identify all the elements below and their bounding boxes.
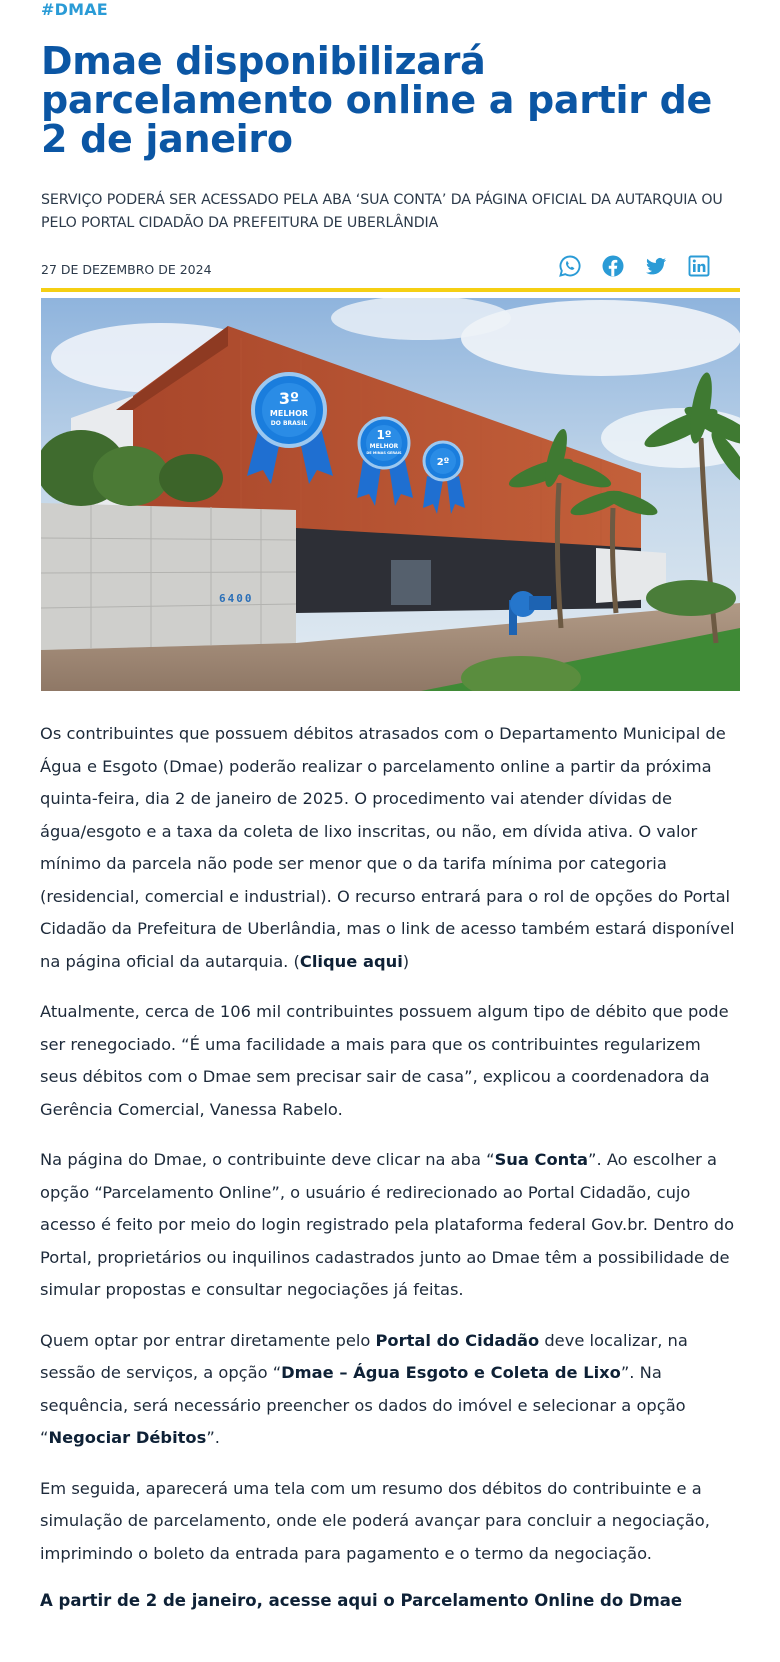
twitter-icon: [644, 254, 668, 278]
clique-aqui-link[interactable]: Clique aqui: [299, 951, 403, 971]
dmae-building-illustration: [41, 298, 740, 691]
svg-text:DO BRASIL: DO BRASIL: [270, 420, 308, 427]
svg-text:2º: 2º: [436, 457, 450, 468]
article-photo: [41, 298, 740, 691]
svg-text:MELHOR: MELHOR: [369, 443, 399, 450]
paragraph-2: Atualmente, cerca de 106 mil contribuintes possuem algum tipo de débito que pode ser renegociado. “É uma facilidade a mais para que os contribuintes regularizem seus débitos com o Dmae sem precisar sair de casa”, explicou a coordenadora da Gerência Comercial, Vanessa Rabelo.: [40, 1002, 729, 1119]
paragraph-4-c: deve localizar, na sessão de serviços, a opção “: [40, 1330, 688, 1382]
paragraph-3-c: ”. Ao escolher a opção “Parcelamento Online”, o usuário é redirecionado ao Portal Cidadão, cujo acesso é feito por meio do login registrado pela plataforma federal Gov.br. Dentro do Portal, proprietários ou inquilinos cadastrados junto ao Dmae têm a possibilidade de simular propostas e consultar negociações já feitas.: [40, 1150, 735, 1299]
svg-text:MELHOR: MELHOR: [269, 409, 309, 418]
article-subtitle: SERVIÇO PODERÁ SER ACESSADO PELA ABA ‘SUA CONTA’ DA PÁGINA OFICIAL DA AUTARQUIA OU PELO PORTAL CIDADÃO DA PREFEITURA DE UBERLÂNDIA: [41, 192, 723, 231]
linkedin-icon: [687, 254, 711, 278]
wall-number: 6400: [219, 592, 254, 605]
paragraph-4-a: Quem optar por entrar diretamente pelo: [40, 1330, 376, 1350]
paragraph-1: [40, 718, 742, 978]
svg-text:3º: 3º: [278, 389, 300, 408]
facebook-share-button[interactable]: [601, 254, 625, 278]
sua-conta-emphasis: Sua Conta: [494, 1150, 589, 1169]
paragraph-4: [40, 1325, 742, 1455]
paragraph-3: [40, 1144, 742, 1307]
article-body: [40, 718, 742, 1614]
title-divider: [41, 288, 740, 292]
paragraph-1-end: ): [402, 951, 410, 971]
twitter-share-button[interactable]: [644, 254, 668, 278]
article-title: Dmae disponibilizará parcelamento online a partir de 2 de janeiro: [41, 39, 713, 161]
category-tag[interactable]: #DMAE: [41, 0, 108, 19]
paragraph-4-g: ”.: [206, 1428, 220, 1447]
svg-text:1º: 1º: [376, 428, 392, 442]
paragraph-5: Em seguida, aparecerá uma tela com um resumo dos débitos do contribuinte e a simulação de parcelamento, onde ele poderá avançar para concluir a negociação, imprimindo o boleto da entrada para pagamento e o termo da negociação.: [40, 1478, 710, 1563]
paragraph-4-e: ”. Na sequência, será necessário preencher os dados do imóvel e selecionar a opção “: [40, 1363, 686, 1447]
portal-cidadao-emphasis: Portal do Cidadão: [375, 1330, 540, 1350]
paragraph-1-text: Os contribuintes que possuem débitos atrasados com o Departamento Municipal de Água e Esgoto (Dmae) poderão realizar o parcelamento online a partir da próxima quinta-feira, dia 2 de janeiro de 2025. O procedimento vai atender dívidas de água/esgoto e a taxa da coleta de lixo inscritas, ou não, em dívida ativa. O valor mínimo da parcela não pode ser menor que o da tarifa mínima por categoria (residencial, comercial e industrial). O recurso entrará para o rol de opções do Portal Cidadão da Prefeitura de Uberlândia, mas o link de acesso também estará disponível na página oficial da autarquia. (: [40, 724, 735, 971]
whatsapp-share-button[interactable]: [558, 254, 582, 278]
negociar-debitos-emphasis: Negociar Débitos: [48, 1428, 207, 1447]
linkedin-share-button[interactable]: [687, 254, 711, 278]
svg-text:DE MINAS GERAIS: DE MINAS GERAIS: [366, 451, 402, 455]
dmae-servico-emphasis: Dmae – Água Esgoto e Coleta de Lixo: [281, 1363, 621, 1382]
facebook-icon: [601, 254, 625, 278]
publish-date: 27 DE DEZEMBRO DE 2024: [41, 262, 212, 277]
parcelamento-online-link[interactable]: A partir de 2 de janeiro, acesse aqui o Parcelamento Online do Dmae: [40, 1591, 683, 1610]
paragraph-3-a: Na página do Dmae, o contribuinte deve clicar na aba “: [40, 1150, 495, 1169]
whatsapp-icon: [558, 254, 582, 278]
